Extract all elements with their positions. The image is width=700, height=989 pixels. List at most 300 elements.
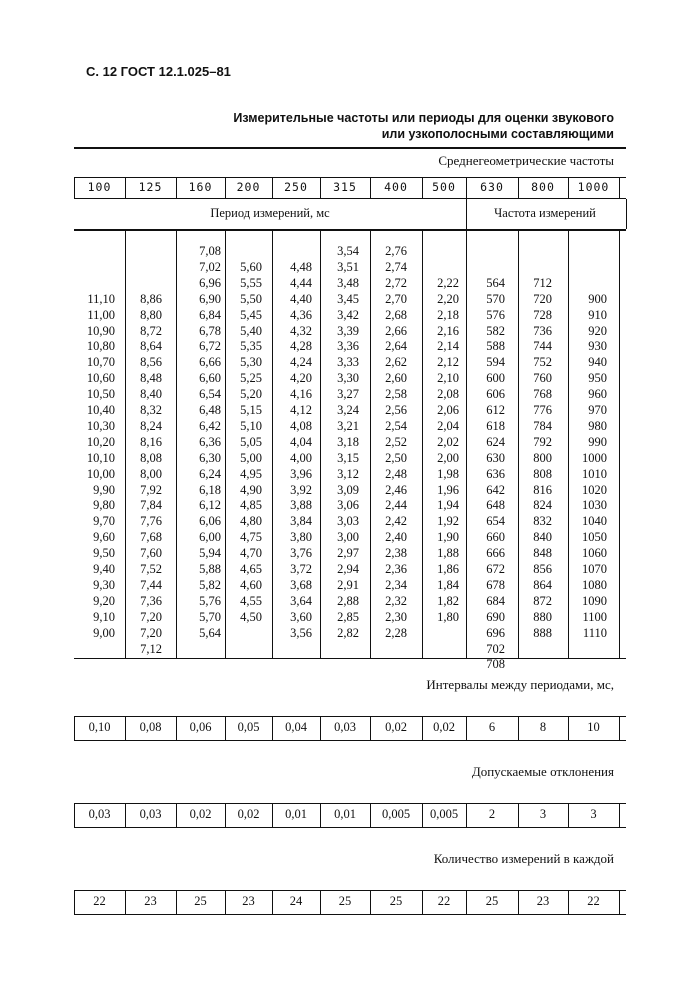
data-cell: 684 <box>486 593 505 608</box>
data-cell: 816 <box>533 482 552 497</box>
intervals-row-cell: 0,03 <box>334 720 356 734</box>
data-cell: 2,22 <box>437 275 459 290</box>
table-title-line-1: Измерительные частоты или периоды для оценки звукового <box>233 111 614 125</box>
data-cell: 910 <box>588 307 607 322</box>
data-cell: 702 <box>486 641 505 656</box>
deviations-row-bottom-rule <box>74 827 626 828</box>
data-cell: 2,88 <box>337 593 359 608</box>
data-cell: 970 <box>588 403 607 417</box>
data-cell: 2,38 <box>385 546 407 561</box>
data-cell: 2,68 <box>385 307 407 322</box>
data-cell: 4,90 <box>240 482 262 497</box>
data-cell: 1,88 <box>437 546 459 561</box>
data-cell: 3,92 <box>290 482 312 497</box>
data-cell: 1100 <box>582 609 607 624</box>
deviations-row-cell: 0,02 <box>237 807 260 821</box>
data-cell: 3,00 <box>337 530 359 545</box>
data-cell: 5,45 <box>240 307 262 322</box>
data-cell: 3,88 <box>290 498 312 513</box>
data-cell: 576 <box>486 307 505 322</box>
frequency-header-cell: 160 <box>188 180 213 194</box>
data-cell: 7,02 <box>199 259 221 274</box>
deviations-row-cell: 3 <box>590 807 597 821</box>
data-cell: 940 <box>588 355 607 370</box>
data-cell: 3,60 <box>290 609 312 624</box>
intervals-row-cell: 0,06 <box>189 720 212 734</box>
data-cell: 800 <box>533 450 552 465</box>
data-cell: 4,36 <box>290 307 312 322</box>
intervals-row-cell: 0,10 <box>88 720 111 734</box>
data-cell: 2,10 <box>437 371 459 386</box>
data-cell: 6,60 <box>199 371 221 386</box>
data-cell: 950 <box>588 371 607 386</box>
data-cell: 4,95 <box>240 466 262 481</box>
data-cell: 4,32 <box>290 323 312 338</box>
data-cell: 888 <box>533 625 552 640</box>
data-cell: 3,12 <box>337 466 359 481</box>
data-cell: 4,24 <box>290 355 312 370</box>
data-cell: 3,64 <box>290 593 312 608</box>
data-cell: 4,40 <box>290 291 312 306</box>
data-cell: 10,00 <box>86 466 115 481</box>
data-cell: 2,60 <box>385 371 407 386</box>
data-cell: 10,30 <box>86 418 115 433</box>
data-cell: 696 <box>486 625 505 640</box>
data-cell: 6,90 <box>199 291 221 306</box>
data-cell: 2,18 <box>437 307 459 322</box>
data-cell: 7,68 <box>140 530 162 545</box>
data-cell: 2,34 <box>385 577 407 592</box>
data-cell: 920 <box>588 323 607 338</box>
intervals-row-cell: 0,02 <box>385 720 407 734</box>
data-cell: 1090 <box>582 593 607 608</box>
data-cell: 4,80 <box>240 514 262 529</box>
data-cell: 4,50 <box>240 609 262 624</box>
data-cell: 6,96 <box>199 275 221 290</box>
frequency-header-cell: 315 <box>333 180 357 194</box>
data-cell: 2,85 <box>337 609 359 624</box>
data-cell: 5,10 <box>240 418 262 433</box>
page-header: С. 12 ГОСТ 12.1.025–81 <box>86 64 231 79</box>
data-cell: 6,24 <box>199 466 221 481</box>
counts-row-cell: 25 <box>194 894 207 908</box>
counts-row-cell: 25 <box>389 894 403 908</box>
data-cell: 2,62 <box>385 355 407 370</box>
data-cell: 3,84 <box>290 514 312 529</box>
data-cell: 5,05 <box>240 434 262 449</box>
data-cell: 7,08 <box>199 244 221 258</box>
data-cell: 2,50 <box>385 450 407 465</box>
data-cell: 3,76 <box>290 546 312 561</box>
intervals-caption: Интервалы между периодами, мс, <box>426 677 614 692</box>
data-cell: 768 <box>533 387 552 402</box>
data-cell: 3,21 <box>337 418 359 433</box>
intervals-row-cell: 10 <box>587 720 600 734</box>
data-cell: 2,72 <box>385 275 407 290</box>
data-cell: 1070 <box>582 562 607 576</box>
data-cell: 6,18 <box>199 482 221 497</box>
data-cell: 856 <box>533 562 552 576</box>
counts-row-cell: 22 <box>437 894 451 908</box>
data-cell: 4,28 <box>290 339 312 354</box>
data-cell: 2,74 <box>385 259 407 274</box>
data-cell: 10,50 <box>86 387 115 402</box>
data-cell: 636 <box>486 466 505 481</box>
data-cell: 2,16 <box>437 323 459 338</box>
data-cell: 690 <box>486 609 505 624</box>
data-cell: 2,94 <box>337 562 359 576</box>
data-cell: 10,10 <box>86 450 115 465</box>
data-cell: 1010 <box>582 466 607 481</box>
data-cell: 10,40 <box>86 403 115 417</box>
period-label: Период измерений, мс <box>210 206 330 220</box>
data-cell: 900 <box>588 291 607 306</box>
data-cell: 792 <box>533 434 552 449</box>
deviations-row-cell: 0,01 <box>285 807 307 821</box>
freq-row-divider <box>619 177 620 199</box>
data-cell: 3,33 <box>337 355 359 370</box>
intervals-row-bottom-rule <box>74 740 626 741</box>
data-cell: 848 <box>533 546 552 561</box>
data-cell: 1000 <box>582 450 607 465</box>
deviations-row-cell: 0,02 <box>189 807 212 821</box>
intervals-row-divider <box>619 716 620 740</box>
data-cell: 752 <box>533 355 552 370</box>
data-cell: 7,92 <box>140 482 162 497</box>
data-cell: 1110 <box>582 625 607 640</box>
data-cell: 6,12 <box>199 498 221 513</box>
frequency-header-cell: 250 <box>284 180 308 194</box>
frequency-header-cell: 800 <box>531 180 555 194</box>
data-cell: 7,44 <box>140 577 162 592</box>
data-cell: 7,36 <box>140 593 162 608</box>
data-cell: 6,00 <box>199 530 221 545</box>
intervals-row-cell: 6 <box>488 720 496 734</box>
data-cell: 1040 <box>582 514 607 529</box>
data-cell: 9,90 <box>93 482 115 497</box>
data-cell: 2,40 <box>385 530 407 545</box>
data-cell: 8,16 <box>140 434 162 449</box>
counts-row-cell: 23 <box>242 894 255 908</box>
data-cell: 2,14 <box>437 339 459 354</box>
intervals-row-cell: 0,08 <box>139 720 162 734</box>
data-cell: 6,36 <box>199 434 221 449</box>
deviations-row-cell: 0,03 <box>139 807 162 821</box>
data-cell: 2,91 <box>337 577 359 592</box>
data-cell: 10,90 <box>86 323 115 338</box>
counts-row-top-rule <box>74 890 626 891</box>
data-cell: 2,28 <box>385 625 407 640</box>
data-cell: 5,70 <box>199 609 221 624</box>
data-cell: 1020 <box>582 482 607 497</box>
data-cell: 3,15 <box>337 450 359 465</box>
data-cell: 760 <box>533 371 552 386</box>
data-cell: 1060 <box>582 546 607 561</box>
data-cell: 606 <box>486 387 505 402</box>
data-cell: 648 <box>486 498 505 513</box>
data-cell: 744 <box>533 339 552 354</box>
data-cell: 2,70 <box>385 291 407 306</box>
data-cell: 6,06 <box>199 514 221 529</box>
data-cell: 9,00 <box>93 625 115 640</box>
data-cell: 824 <box>533 498 552 513</box>
data-cell: 7,60 <box>140 546 162 561</box>
intervals-row-top-rule <box>74 716 626 717</box>
data-cell: 6,72 <box>199 339 221 354</box>
data-cell: 666 <box>486 546 505 561</box>
data-cell: 9,60 <box>93 530 115 545</box>
data-cell: 9,40 <box>93 562 115 576</box>
data-cell: 808 <box>533 466 552 481</box>
frequency-label: Частота измерений <box>494 206 596 220</box>
deviations-row-cell: 0,01 <box>334 807 356 821</box>
data-cell: 1,90 <box>437 530 459 545</box>
counts-row-cell: 25 <box>485 894 499 908</box>
data-cell: 582 <box>486 323 505 338</box>
intervals-row-cell: 8 <box>539 720 547 734</box>
data-cell: 4,08 <box>290 418 312 433</box>
data-cell: 642 <box>486 482 505 497</box>
counts-row-cell: 25 <box>338 894 352 908</box>
data-cell: 6,54 <box>199 387 221 402</box>
data-cell: 660 <box>486 530 505 545</box>
intervals-row-cell: 0,05 <box>237 720 260 734</box>
data-cell: 3,24 <box>337 403 359 417</box>
data-cell: 708 <box>486 657 505 672</box>
data-cell: 5,82 <box>199 577 221 592</box>
data-cell: 9,80 <box>93 498 115 513</box>
data-cell: 10,70 <box>86 355 115 370</box>
data-cell: 3,09 <box>337 482 359 497</box>
deviations-row-top-rule <box>74 803 626 804</box>
data-cell: 712 <box>533 275 552 290</box>
data-cell: 5,55 <box>240 275 262 290</box>
counts-row-cell: 23 <box>144 894 157 908</box>
counts-row-cell: 23 <box>536 894 550 908</box>
deviations-row-cell: 2 <box>488 807 496 821</box>
data-cell: 5,64 <box>199 625 221 640</box>
data-cell: 2,06 <box>437 403 459 417</box>
data-cell: 4,20 <box>290 371 312 386</box>
data-cell: 2,02 <box>437 434 459 449</box>
data-cell: 864 <box>533 577 552 592</box>
data-cell: 3,39 <box>337 323 359 338</box>
data-cell: 1,96 <box>437 482 459 497</box>
data-cell: 8,00 <box>140 466 162 481</box>
data-cell: 3,80 <box>290 530 312 545</box>
data-cell: 9,20 <box>93 593 115 608</box>
data-cell: 3,42 <box>337 307 359 322</box>
data-cell: 10,80 <box>86 339 115 354</box>
data-cell: 8,80 <box>140 307 162 322</box>
data-cell: 2,56 <box>385 403 407 417</box>
data-cell: 3,72 <box>290 562 312 576</box>
data-cell: 6,66 <box>199 355 221 370</box>
data-cell: 2,30 <box>385 609 407 624</box>
data-cell: 5,25 <box>240 371 262 386</box>
frequency-header-cell: 100 <box>87 180 112 194</box>
data-cell: 8,48 <box>140 371 162 386</box>
data-cell: 5,50 <box>240 291 262 306</box>
data-cell: 6,48 <box>199 403 221 417</box>
data-cell: 3,18 <box>337 434 359 449</box>
data-cell: 3,54 <box>337 244 359 258</box>
data-cell: 8,64 <box>140 339 162 354</box>
data-cell: 3,06 <box>337 498 359 513</box>
data-cell: 1050 <box>582 530 607 545</box>
data-cell: 784 <box>533 418 552 433</box>
table-title-line-2: или узкополосными составляющими <box>381 127 614 141</box>
freq-row-top-rule <box>74 177 626 178</box>
data-cell: 2,52 <box>385 434 407 449</box>
count-caption: Количество измерений в каждой <box>433 851 614 866</box>
data-cell: 618 <box>486 418 505 433</box>
data-cell: 6,78 <box>199 323 221 338</box>
data-cell: 832 <box>533 514 552 529</box>
data-cell: 728 <box>533 307 552 322</box>
frequency-header-cell: 125 <box>138 180 163 194</box>
data-cell: 2,66 <box>385 323 407 338</box>
data-cell: 2,42 <box>385 514 407 529</box>
data-cell: 3,27 <box>337 387 359 402</box>
frequency-header-cell: 500 <box>432 180 456 194</box>
data-cell: 10,20 <box>86 434 115 449</box>
data-cell: 2,97 <box>337 546 359 561</box>
deviations-caption: Допускаемые отклонения <box>471 764 614 779</box>
data-cell: 980 <box>588 418 607 433</box>
data-cell: 8,86 <box>140 291 162 306</box>
data-cell: 2,44 <box>385 498 407 513</box>
data-cell: 4,85 <box>240 498 262 513</box>
data-cell: 5,20 <box>240 387 262 402</box>
intervals-row-cell: 0,04 <box>285 720 307 734</box>
data-cell: 7,52 <box>140 562 162 576</box>
data-cell: 2,20 <box>437 291 459 306</box>
data-cell: 678 <box>486 577 505 592</box>
mean-frequencies-caption: Среднегеометрические частоты <box>438 153 614 168</box>
data-cell: 5,15 <box>240 403 262 417</box>
data-cell: 2,46 <box>385 482 407 497</box>
data-column-divider <box>619 231 620 659</box>
deviations-row-cell: 0,005 <box>429 807 459 821</box>
data-cell: 8,08 <box>140 450 162 465</box>
counts-row-cell: 22 <box>93 894 106 908</box>
data-cell: 720 <box>533 291 552 306</box>
data-cell: 3,03 <box>337 514 359 529</box>
data-cell: 3,51 <box>337 259 359 274</box>
data-cell: 2,12 <box>437 355 459 370</box>
data-cell: 736 <box>533 323 552 338</box>
data-cell: 3,30 <box>337 371 359 386</box>
data-cell: 4,04 <box>290 434 312 449</box>
data-cell: 4,60 <box>240 577 262 592</box>
data-cell: 4,44 <box>290 275 312 290</box>
data-cell: 11,10 <box>87 291 115 306</box>
data-cell: 1,80 <box>437 609 459 624</box>
data-cell: 3,36 <box>337 339 359 354</box>
data-cell: 4,16 <box>290 387 312 402</box>
data-bottom-rule <box>74 658 626 659</box>
frequency-header-cell: 400 <box>384 180 408 194</box>
data-cell: 9,30 <box>93 577 115 592</box>
data-cell: 3,56 <box>290 625 312 640</box>
data-cell: 600 <box>486 371 505 386</box>
data-cell: 9,50 <box>93 546 115 561</box>
data-cell: 990 <box>588 434 607 449</box>
deviations-row-cell: 0,03 <box>88 807 111 821</box>
data-cell: 5,60 <box>240 259 262 274</box>
data-cell: 624 <box>486 434 505 449</box>
data-cell: 2,08 <box>437 387 459 402</box>
data-cell: 1,84 <box>437 577 459 592</box>
data-cell: 3,45 <box>337 291 359 306</box>
data-cell: 8,24 <box>140 418 162 433</box>
data-cell: 776 <box>533 403 552 417</box>
data-cell: 1,86 <box>437 562 459 576</box>
data-cell: 840 <box>533 530 552 545</box>
data-cell: 10,60 <box>86 371 115 386</box>
deviations-row-cell: 3 <box>539 807 547 821</box>
data-cell: 2,00 <box>437 450 459 465</box>
frequency-header-cell: 200 <box>236 180 261 194</box>
data-cell: 5,00 <box>240 450 262 465</box>
data-cell: 7,76 <box>140 514 162 529</box>
data-cell: 654 <box>486 514 505 529</box>
data-cell: 588 <box>486 339 505 354</box>
data-cell: 4,55 <box>240 593 262 608</box>
data-cell: 8,72 <box>140 323 162 338</box>
data-cell: 7,12 <box>140 641 162 656</box>
data-cell: 2,54 <box>385 418 407 433</box>
data-cell: 3,96 <box>290 466 312 481</box>
data-cell: 5,76 <box>199 593 221 608</box>
data-cell: 4,65 <box>240 562 262 576</box>
data-cell: 4,70 <box>240 546 262 561</box>
data-cell: 630 <box>486 450 505 465</box>
data-cell: 5,94 <box>199 546 221 561</box>
data-cell: 2,82 <box>337 625 359 640</box>
frequency-header-cell: 630 <box>480 180 504 194</box>
counts-row-divider <box>619 890 620 914</box>
data-cell: 9,10 <box>93 609 115 624</box>
deviations-row-cell: 0,005 <box>381 807 411 821</box>
intervals-row-cell: 0,02 <box>433 720 455 734</box>
data-cell: 7,20 <box>140 609 162 624</box>
data-cell: 570 <box>486 291 505 306</box>
data-cell: 9,70 <box>93 514 115 529</box>
data-cell: 594 <box>486 355 505 370</box>
data-cell: 5,35 <box>240 339 262 354</box>
data-cell: 6,84 <box>199 307 221 322</box>
deviations-row-divider <box>619 803 620 827</box>
data-cell: 4,00 <box>290 450 312 465</box>
data-cell: 1,82 <box>437 593 459 608</box>
data-cell: 5,40 <box>240 323 262 338</box>
data-top-rule <box>74 229 626 231</box>
data-cell: 2,32 <box>385 593 407 608</box>
data-cell: 7,84 <box>140 498 162 513</box>
data-cell: 2,76 <box>385 244 407 258</box>
data-cell: 1,94 <box>437 498 459 513</box>
rule-top <box>74 147 626 149</box>
freq-row-bottom-rule <box>74 198 626 199</box>
counts-row-bottom-rule <box>74 914 626 915</box>
data-cell: 2,04 <box>437 418 459 433</box>
data-cell: 960 <box>588 387 607 402</box>
counts-row-cell: 24 <box>289 894 303 908</box>
band-divider-right <box>626 199 627 229</box>
data-cell: 1,98 <box>437 466 459 481</box>
